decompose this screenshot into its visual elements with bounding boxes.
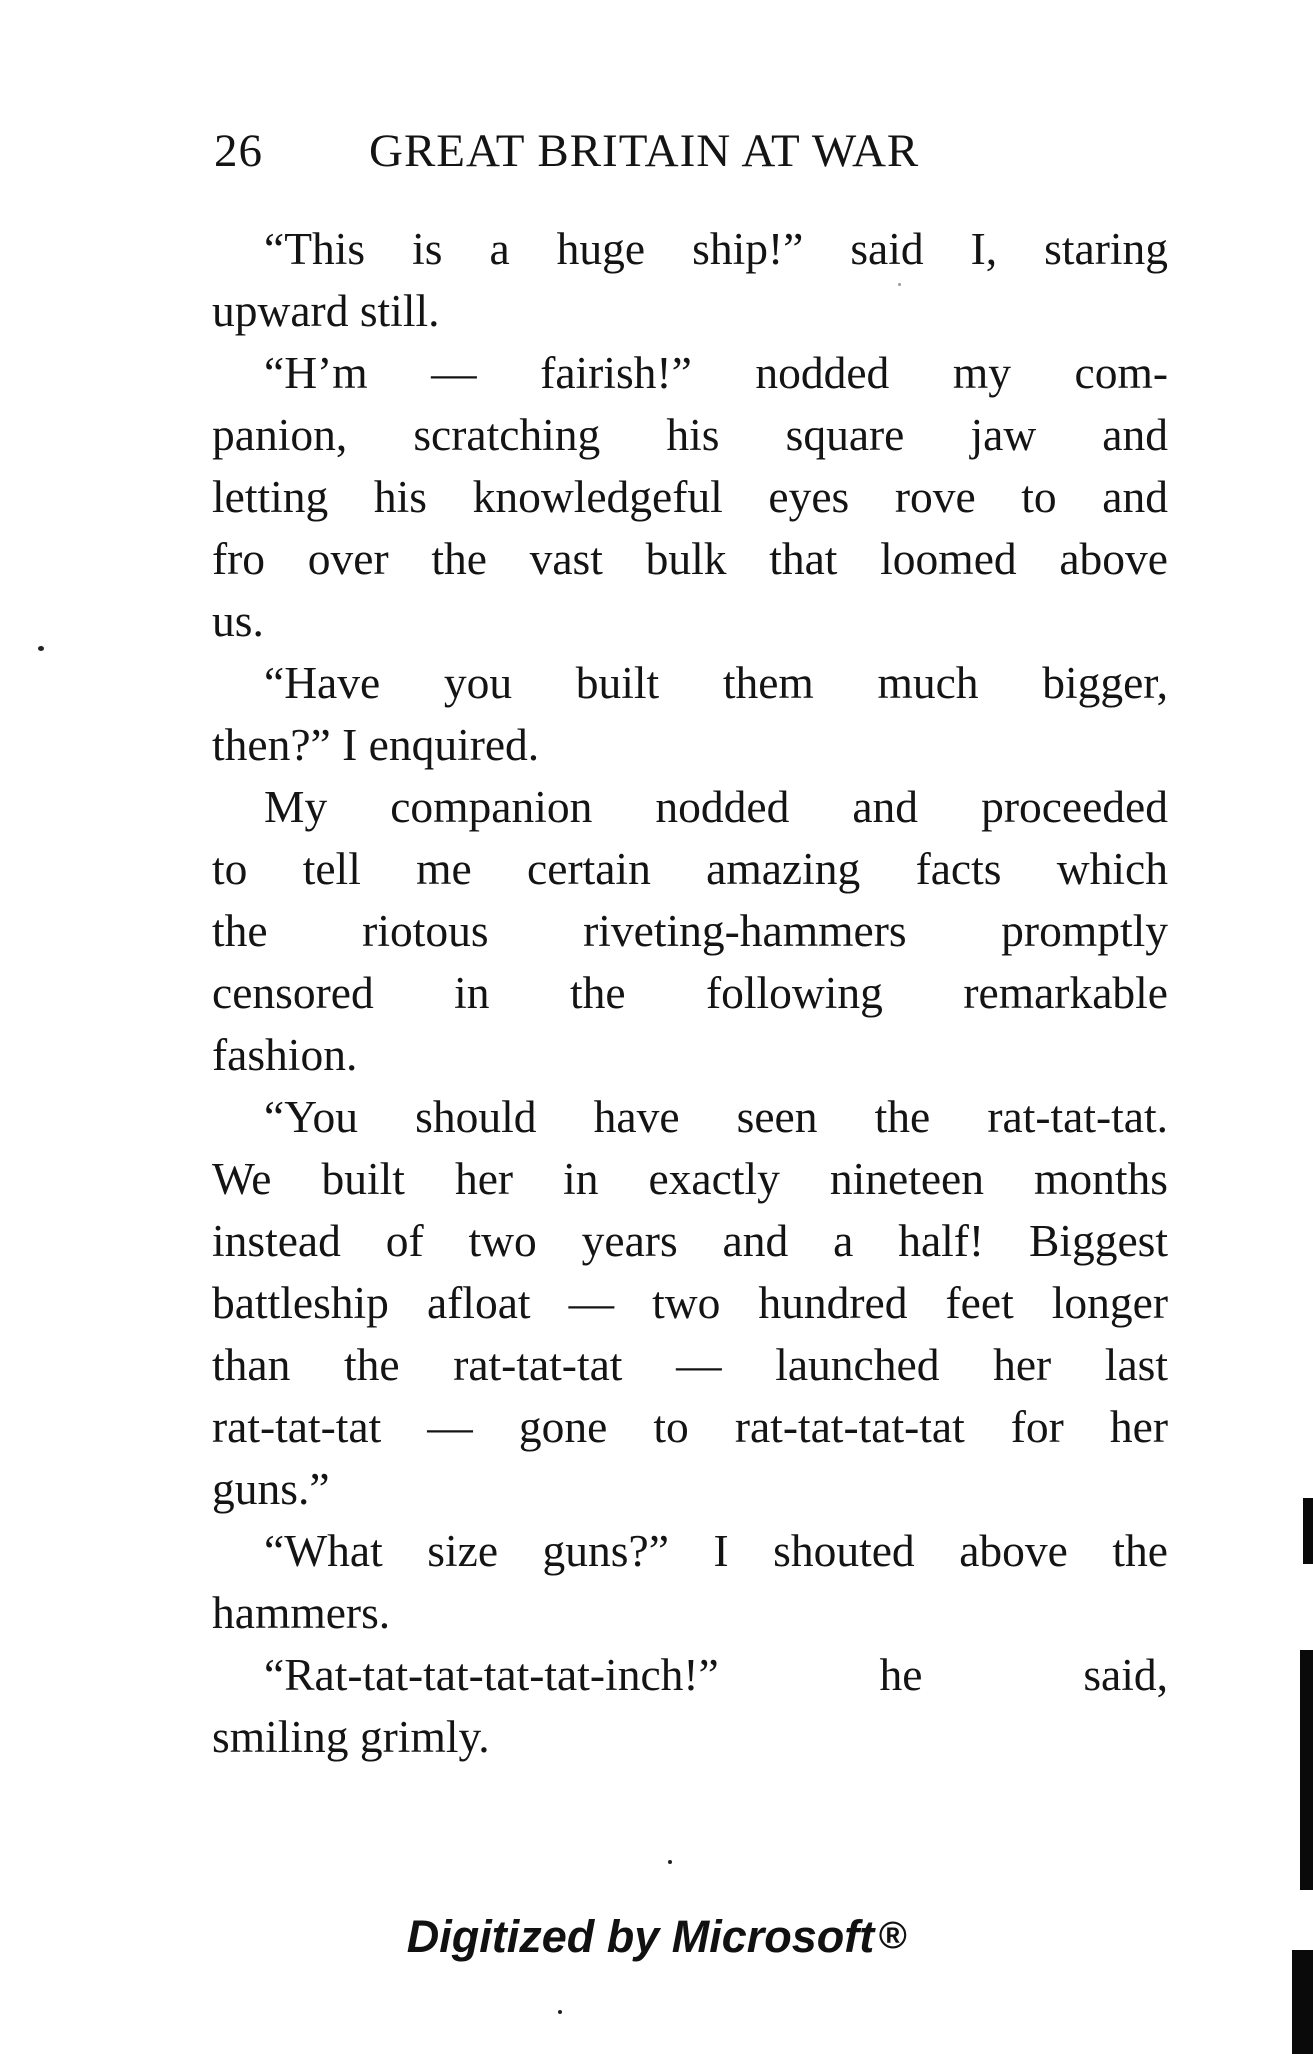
body-text (212, 218, 1168, 1768)
page-edge-shadow (1292, 1950, 1313, 2054)
scan-speck (558, 2010, 562, 2014)
scan-speck (898, 283, 901, 286)
paragraph (212, 776, 1168, 1086)
running-title: GREAT BRITAIN AT WAR (369, 125, 920, 177)
paragraph (212, 342, 1168, 652)
text-line: letting his knowledgeful eyes rove to and (212, 471, 1168, 522)
text-line: instead of two years and a half! Biggest (212, 1215, 1168, 1266)
text-line: guns.” (212, 1463, 330, 1514)
text-line: to tell me certain amazing facts which (212, 843, 1168, 894)
text-line: fashion. (212, 1029, 358, 1080)
text-line: the riotous riveting-hammers promptly (212, 905, 1168, 956)
text-line: “You should have seen the rat-tat-tat. (264, 1091, 1168, 1142)
text-line: censored in the following remarkable (212, 967, 1168, 1018)
page-edge-shadow (1303, 1498, 1313, 1564)
text-line: then?” I enquired. (212, 719, 540, 770)
paragraph (212, 1520, 1168, 1644)
digitization-watermark (0, 1906, 1313, 1967)
paragraph (212, 1644, 1168, 1768)
registered-mark: ® (878, 1915, 907, 1957)
text-line: than the rat-tat-tat — launched her last (212, 1339, 1168, 1390)
text-line: My companion nodded and proceeded (264, 781, 1168, 832)
text-line: us. (212, 595, 264, 646)
scan-speck (38, 646, 44, 651)
text-line: “Have you built them much bigger, (264, 657, 1168, 708)
paragraph (212, 652, 1168, 776)
running-head (214, 120, 1114, 182)
paragraph (212, 218, 1168, 342)
text-line: hammers. (212, 1587, 391, 1638)
text-line: fro over the vast bulk that loomed above (212, 533, 1168, 584)
text-line: smiling grimly. (212, 1711, 490, 1762)
page-edge-shadow (1300, 1650, 1313, 1890)
text-line: battleship afloat — two hundred feet longer (212, 1277, 1168, 1328)
text-line: “Rat-tat-tat-tat-tat-inch!” he said, (264, 1649, 1168, 1700)
page-number: 26 (214, 125, 263, 177)
text-line: We built her in exactly nineteen months (212, 1153, 1168, 1204)
paragraph (212, 1086, 1168, 1520)
text-line: rat-tat-tat — gone to rat-tat-tat-tat for her (212, 1401, 1168, 1452)
text-line: upward still. (212, 285, 440, 336)
scan-speck (668, 1860, 672, 1864)
text-line: “What size guns?” I shouted above the (264, 1525, 1168, 1576)
watermark-text: Digitized by Microsoft (406, 1911, 875, 1962)
text-line: “This is a huge ship!” said I, staring (264, 223, 1168, 274)
text-line: panion, scratching his square jaw and (212, 409, 1168, 460)
text-line: “H’m — fairish!” nodded my com- (264, 347, 1168, 398)
